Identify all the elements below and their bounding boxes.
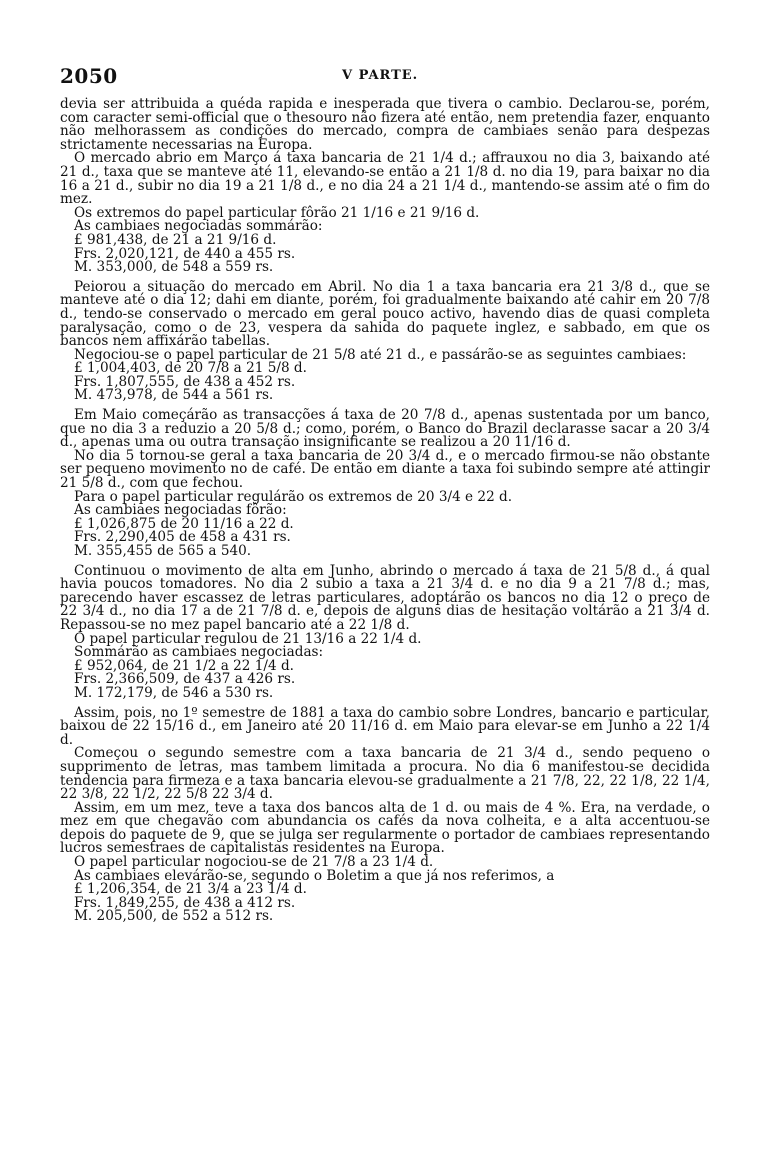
paragraph: M. 205,500, de 552 a 512 rs.	[74, 908, 274, 925]
paragraph: O papel particular regulou de 21 13/16 a 22 1/4 d.	[74, 630, 422, 647]
paragraph: Assim, em um mez, teve a taxa dos bancos alta de 1 d. ou mais de 4 %. Era, na verdade, o mez em que chegavão com abundancia os cafés da nova colheita, e a alta accentuou-se depois do paquete de 9, que se julga ser regularmente o portador de cambiaes representando lucros semestraes de capitalistas residentes na Europa.	[60, 799, 710, 857]
paragraph: £ 1,004,403, de 20 7/8 a 21 5/8 d.	[74, 360, 307, 377]
paragraph: Os extremos do papel particular fôrão 21 1/16 e 21 9/16 d.	[74, 204, 480, 221]
paragraph: Negociou-se o papel particular de 21 5/8 até 21 d., e passárão-se as seguintes cambiaes:	[74, 346, 687, 363]
paragraph: As cambiaes elevárão-se, segundo o Boletim a que já nos referimos, a	[74, 867, 555, 884]
paragraph: M. 353,000, de 548 a 559 rs.	[74, 259, 274, 276]
paragraph: £ 952,064, de 21 1/2 a 22 1/4 d.	[74, 657, 294, 674]
paragraph: Frs. 1,849,255, de 438 a 412 rs.	[74, 894, 296, 911]
paragraph: £ 1,206,354, de 21 3/4 a 23 1/4 d.	[74, 881, 307, 898]
paragraph: devia ser attribuida a quéda rapida e inesperada que tivera o cambio. Declarou-se, porém, com caracter semi-official que o thesouro não fizera até então, nem pretendia fazer, enquanto não melhorassem as condições do mercado, compra de cambiaes senão para despezas strictamente necessarias na Europa.	[60, 96, 710, 153]
paragraph: As cambiaes negociadas fôrão:	[74, 502, 287, 519]
paragraph: Continuou o movimento de alta em Junho, abrindo o mercado á taxa de 21 5/8 d., á qual havia poucos tomadores. No dia 2 subio a taxa a 21 3/4 d. e no dia 9 a 21 7/8 d.; mas, parecendo haver escassez de letras particulares, adoptárão os bancos no dia 12 o preço de 22 3/4 d., no dia 17 a de 21 7/8 d. e, depois de alguns dias de hesitação voltárão a 21 3/4 d. Repassou-se no mez papel bancario até a 22 1/8 d.	[60, 562, 710, 633]
paragraph: Frs. 2,020,121, de 440 a 455 rs.	[74, 245, 296, 262]
paragraph: £ 1,026,875 de 20 11/16 a 22 d.	[74, 515, 294, 532]
paragraph: M. 172,179, de 546 a 530 rs.	[74, 684, 274, 701]
paragraph: £ 981,438, de 21 a 21 9/16 d.	[74, 231, 277, 248]
paragraph: Assim, pois, no 1º semestre de 1881 a taxa do cambio sobre Londres, bancario e particular, baixou de 22 15/16 d., em Janeiro até 20 11/16 d. em Maio para elevar-se em Junho a 22 1/4 d.	[60, 704, 710, 748]
paragraph: Frs. 2,290,405 de 458 a 431 rs.	[74, 529, 291, 546]
paragraph: M. 355,455 de 565 a 540.	[74, 543, 252, 559]
page	[60, 62, 710, 924]
page-header	[60, 62, 710, 98]
paragraph: No dia 5 tornou-se geral a taxa bancaria de 20 3/4 d., e o mercado firmou-se não obstante ser pequeno movimento no de café. De então em diante a taxa foi subindo sempre até attingir 21 5/8 d., com que fechou.	[60, 447, 710, 492]
paragraph: Sommárão as cambiaes negociadas:	[74, 644, 324, 661]
paragraph: As cambiaes negociadas sommárão:	[74, 218, 323, 235]
running-title: V PARTE.	[342, 68, 419, 83]
page-number: 2050	[60, 64, 118, 88]
paragraph: Peiorou a situação do mercado em Abril. No dia 1 a taxa bancaria era 21 3/8 d., que se manteve até o dia 12; dahi em diante, porém, foi gradualmente baixando até cahir em 20 7/8 d., tendo-se conservado o mercado em geral pouco activo, havendo dias de quasi completa paralysação, como o de 23, vespera da sahida do paquete inglez, e sabbado, em que os bancos nem affixárão tabellas.	[60, 278, 710, 350]
paragraph: M. 473,978, de 544 a 561 rs.	[74, 387, 274, 404]
body-text	[60, 98, 710, 924]
paragraph: Frs. 2,366,509, de 437 a 426 rs.	[74, 671, 296, 688]
paragraph: Começou o segundo semestre com a taxa bancaria de 21 3/4 d., sendo pequeno o supprimento de letras, mas tambem limitada a procura. No dia 6 manifestou-se decidida tendencia para firmeza e a taxa bancaria elevou-se gradualmente a 21 7/8, 22, 22 1/8, 22 1/4, 22 3/8, 22 1/2, 22 5/8 22 3/4 d.	[60, 745, 710, 803]
paragraph: O papel particular nogociou-se de 21 7/8 a 23 1/4 d.	[74, 854, 434, 871]
paragraph: Frs. 1,807,555, de 438 a 452 rs.	[74, 373, 296, 390]
paragraph: Para o papel particular regulárão os extremos de 20 3/4 e 22 d.	[74, 488, 513, 505]
paragraph: O mercado abrio em Março á taxa bancaria de 21 1/4 d.; affrauxou no dia 3, baixando até 21 d., taxa que se manteve até 11, elevando-se então a 21 1/8 d. no dia 19, para baixar no dia 16 a 21 d., subir no dia 19 a 21 1/8 d., e no dia 24 a 21 1/4 d., mantendo-se assim até o fim do mez.	[60, 150, 710, 208]
paragraph: Em Maio começárão as transacções á taxa de 20 7/8 d., apenas sustentada por um banco, que no dia 3 a reduzio a 20 5/8 d.; como, porém, o Banco do Brazil declarasse sacar a 20 3/4 d., apenas uma ou outra transação insignificante se realizou a 20 11/16 d.	[60, 407, 710, 451]
